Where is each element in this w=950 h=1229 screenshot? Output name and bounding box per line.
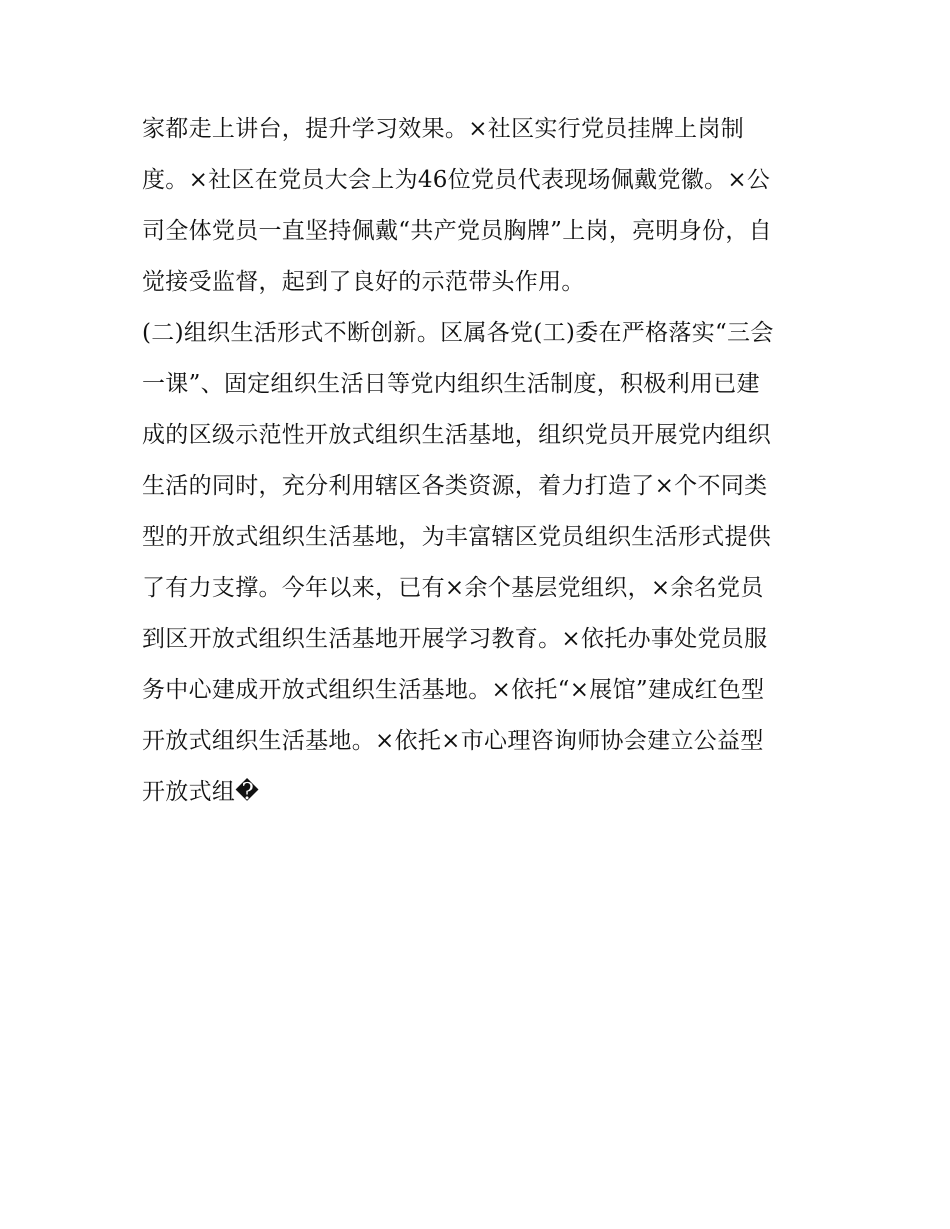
text-line: 开放式组� <box>142 779 260 805</box>
text-line: 务中心建成开放式组织生活基地。×依托“×展馆”建成红色型 <box>142 677 765 703</box>
text-line: 度。×社区在党员大会上为46位党员代表现场佩戴党徽。×公 <box>142 167 771 193</box>
text-line: 司全体党员一直坚持佩戴“共产党员胸牌”上岗，亮明身份，自 <box>142 218 772 244</box>
text-line: 生活的同时，充分利用辖区各类资源，着力打造了×个不同类 <box>142 473 768 499</box>
text-line: 了有力支撑。今年以来，已有×余个基层党组织，×余名党员 <box>142 575 764 601</box>
body-text <box>142 109 822 823</box>
text-line: (二)组织生活形式不断创新。区属各党(工)委在严格落实“三会 <box>142 320 774 346</box>
text-line: 成的区级示范性开放式组织生活基地，组织党员开展党内组织 <box>142 422 772 448</box>
text-line: 开放式组织生活基地。×依托×市心理咨询师协会建立公益型 <box>142 728 764 754</box>
text-line: 一课”、固定组织生活日等党内组织生活制度，积极利用已建 <box>142 371 760 397</box>
text-line: 家都走上讲台，提升学习效果。×社区实行党员挂牌上岗制 <box>142 116 745 142</box>
text-line: 到区开放式组织生活基地开展学习教育。×依托办事处党员服 <box>142 626 768 652</box>
text-line: 型的开放式组织生活基地，为丰富辖区党员组织生活形式提供 <box>142 524 772 550</box>
text-line: 觉接受监督，起到了良好的示范带头作用。 <box>142 269 585 295</box>
